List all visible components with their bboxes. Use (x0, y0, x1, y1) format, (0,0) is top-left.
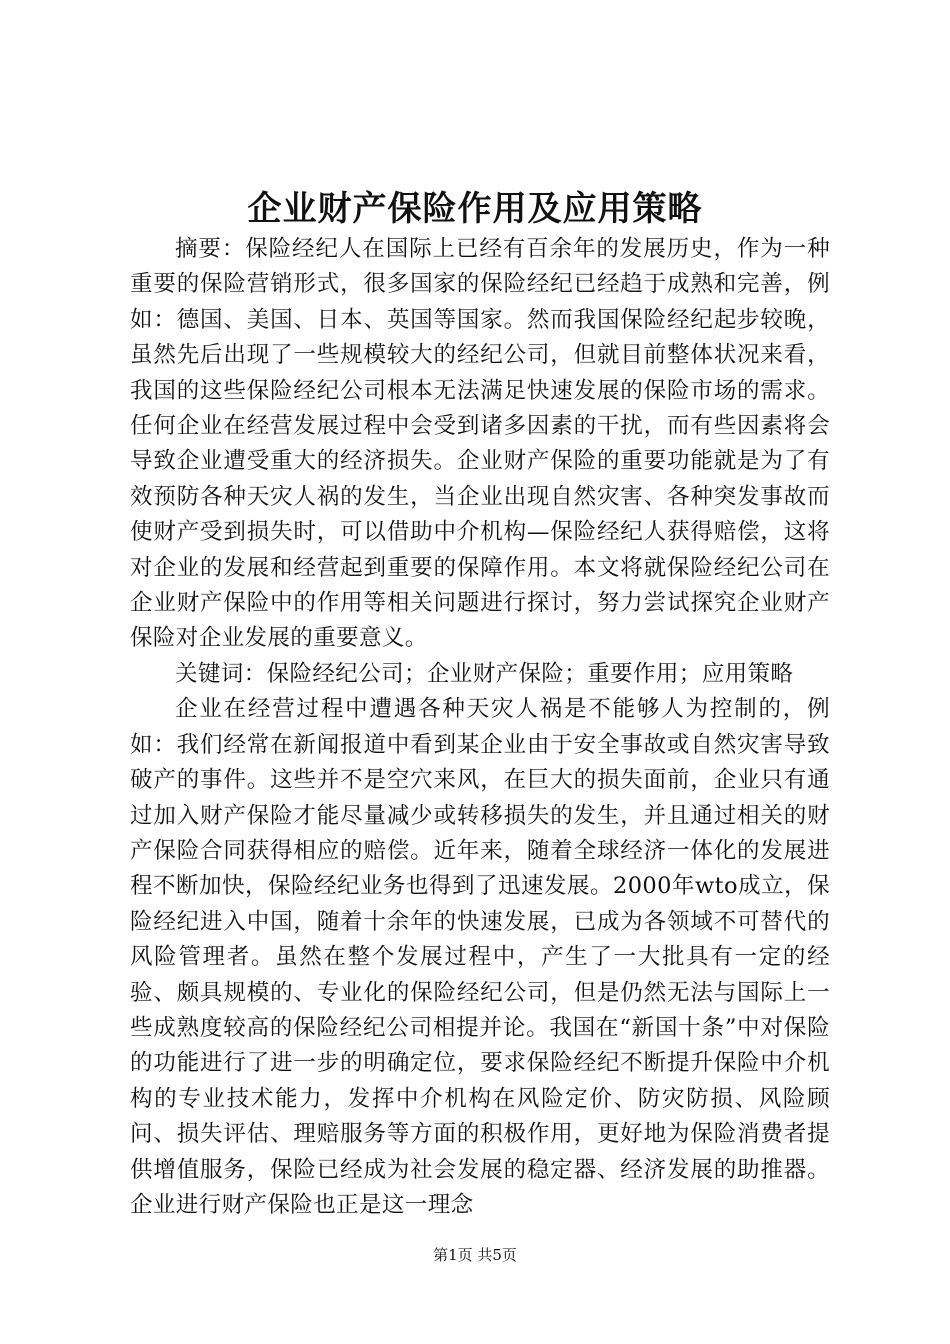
body-paragraph: 企业在经营过程中遭遇各种天灾人祸是不能够人为控制的，例如：我们经常在新闻报道中看到某企业由于安全事故或自然灾害导致破产的事件。这些并不是空穴来风，在巨大的损失面前，企业只有通过加入财产保险才能尽量减少或转移损失的发生，并且通过相关的财产保险合同获得相应的赔偿。近年来，随着全球经济一体化的发展进程不断加快，保险经纪业务也得到了迅速发展。2000年wto成立，保险经纪进入中国，随着十余年的快速发展，已成为各领域不可替代的风险管理者。虽然在整个发展过程中，产生了一大批具有一定的经验、颇具规模的、专业化的保险经纪公司，但是仍然无法与国际上一些成熟度较高的保险经纪公司相提并论。我国在“新国十条”中对保险的功能进行了进一步的明确定位，要求保险经纪不断提升保险中介机构的专业技术能力，发挥中介机构在风险定价、防灾防损、风险顾问、损失评估、理赔服务等方面的积极作用，更好地为保险消费者提供增值服务，保险已经成为社会发展的稳定器、经济发展的助推器。企业进行财产保险也正是这一理念 (130, 696, 830, 1218)
abstract-paragraph: 摘要：保险经纪人在国际上已经有百余年的发展历史，作为一种重要的保险营销形式，很多国家的保险经纪已经趋于成熟和完善，例如：德国、美国、日本、英国等国家。然而我国保险经纪起步较晚，虽然先后出现了一些规模较大的经纪公司，但就目前整体状况来看，我国的这些保险经纪公司根本无法满足快速发展的保险市场的需求。任何企业在经营发展过程中会受到诸多因素的干扰，而有些因素将会导致企业遭受重大的经济损失。企业财产保险的重要功能就是为了有效预防各种天灾人祸的发生，当企业出现自然灾害、各种突发事故而使财产受到损失时，可以借助中介机构—保险经纪人获得赔偿，这将对企业的发展和经营起到重要的保障作用。本文将就保险经纪公司在企业财产保险中的作用等相关问题进行探讨，努力尝试探究企业财产保险对企业发展的重要意义。 (130, 236, 830, 652)
document-body (130, 232, 830, 1223)
page-footer: 第1页 共5页 (433, 1246, 517, 1264)
keywords-paragraph: 关键词：保险经纪公司；企业财产保险；重要作用；应用策略 (175, 660, 794, 687)
document-title: 企业财产保险作用及应用策略 (247, 189, 703, 229)
